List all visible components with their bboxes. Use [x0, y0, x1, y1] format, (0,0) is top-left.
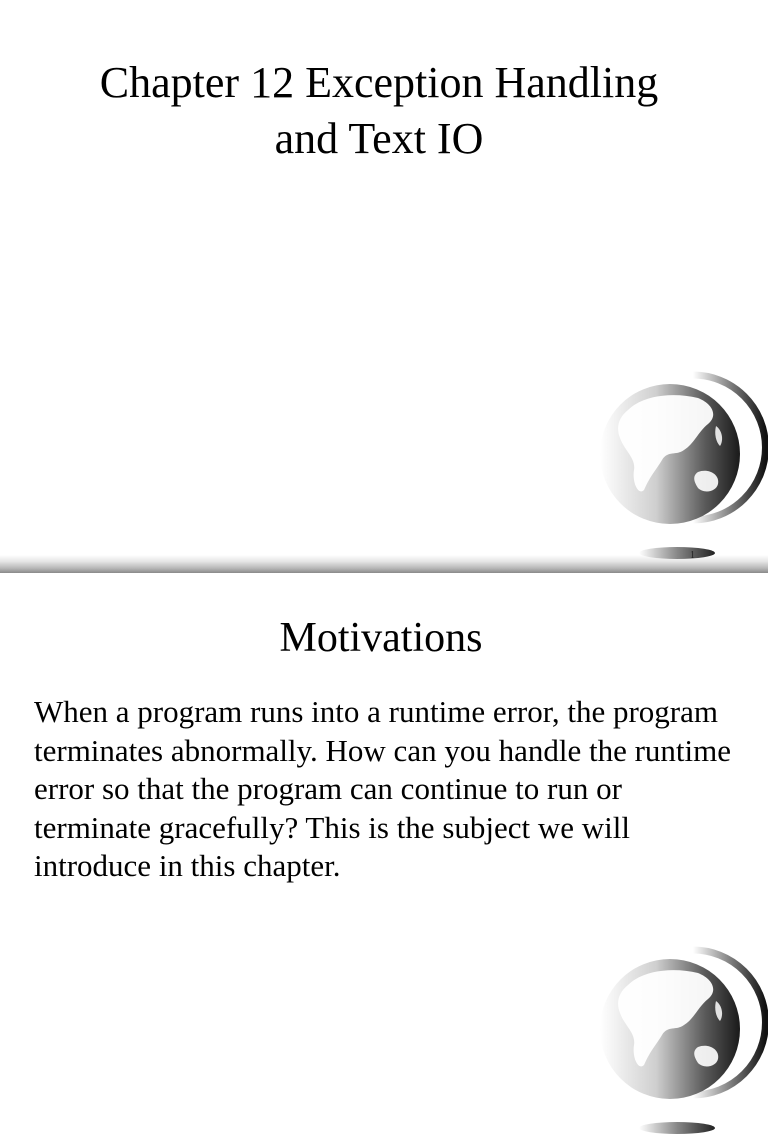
slide-title: [0, 55, 758, 167]
page-number: 1: [690, 550, 695, 561]
slide-1: [0, 0, 768, 561]
globe-icon: [598, 370, 758, 560]
slide-2: [0, 573, 768, 1024]
slide-title: Motivations: [279, 615, 483, 661]
slide-body-text: When a program runs into a runtime error, the program terminates abnormally. How can you handle the runtime error so that the program can continue to run or terminate gracefully? This is the subject we will introduce in this chapter.: [34, 694, 732, 883]
globe-icon: [598, 945, 758, 1135]
slide-title-line-2: and Text IO: [274, 114, 484, 163]
slide-title-line-1: Chapter 12 Exception Handling: [99, 58, 659, 107]
